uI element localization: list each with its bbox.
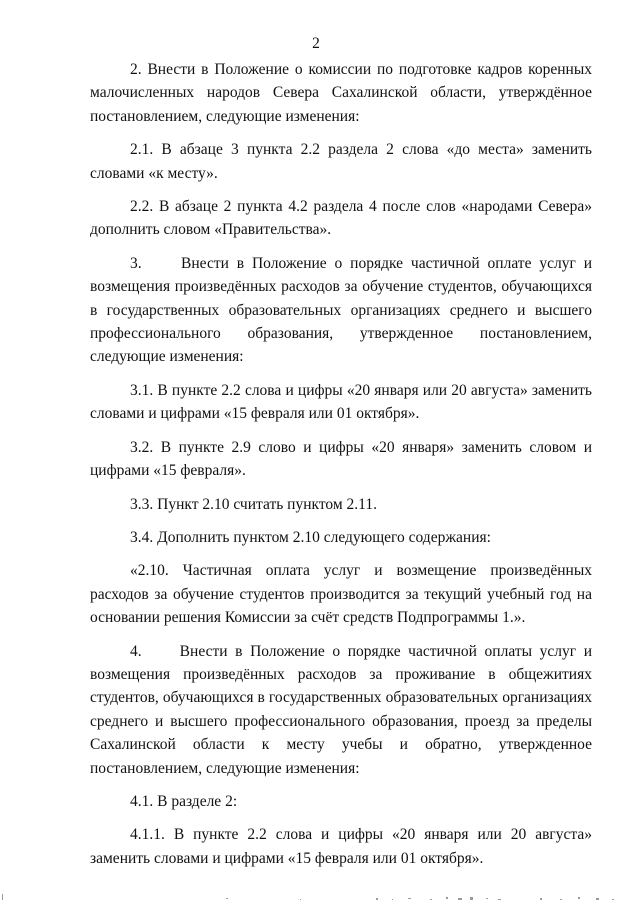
scan-noise — [0, 890, 632, 904]
paragraph-3-1: 3.1. В пункте 2.2 слова и цифры «20 января или 20 августа» заменить словами и цифрами «15 февраля или 01 октября». — [90, 381, 592, 423]
paragraph-2-1: 2.1. В абзаце 3 пункта 2.2 раздела 2 слова «до места» заменить словами «к месту». — [90, 141, 592, 182]
paragraph-2-10-quote: «2.10. Частичная оплата услуг и возмещение произведённых расходов за обучение студентов производится за текущий учебный год на основании решения Комиссии за счёт средств Подпрограммы 1.». — [90, 562, 592, 627]
paragraph-2-2: 2.2. В абзаце 2 пункта 4.2 раздела 4 после слов «народами Севера» дополнить словом «Правительства». — [90, 198, 592, 239]
paragraph-3: 3. Внести в Положение о порядке частичной оплате услуг и возмещения произведённых расходов за обучение студентов, обучающихся в государственных образовательных организациях среднего и высшего профессионального образования, утвержденное постановлением, следующие изменения: — [90, 254, 596, 366]
document-body — [90, 58, 596, 880]
paragraph-3-4: 3.4. Дополнить пунктом 2.10 следующего содержания: — [130, 528, 491, 546]
paragraph-4-1-1: 4.1.1. В пункте 2.2 слова и цифры «20 января или 20 августа» заменить словами и цифрами «15 февраля или 01 октября». — [90, 826, 592, 867]
page-number: 2 — [312, 35, 320, 52]
paragraph-4-1: 4.1. В разделе 2: — [130, 792, 238, 810]
paragraph-2: 2. Внести в Положение о комиссии по подготовке кадров коренных малочисленных народов Севера Сахалинской области, утверждённое постановлением, следующие изменения: — [90, 61, 592, 125]
paragraph-3-2: 3.2. В пункте 2.9 слово и цифры «20 января» заменить словом и цифрами «15 февраля». — [90, 438, 592, 480]
paragraph-3-3: 3.3. Пункт 2.10 считать пунктом 2.11. — [130, 495, 377, 513]
paragraph-4: 4. Внести в Положение о порядке частичной оплаты услуг и возмещения произведённых расходов за проживание в общежитиях студентов, обучающихся в государственных образовательных организациях среднего и высшего профессионального образования, проезд за пределы Сахалинской области к месту учебы и обратно, утвержденное постановлением, следующие изменения: — [90, 642, 596, 777]
